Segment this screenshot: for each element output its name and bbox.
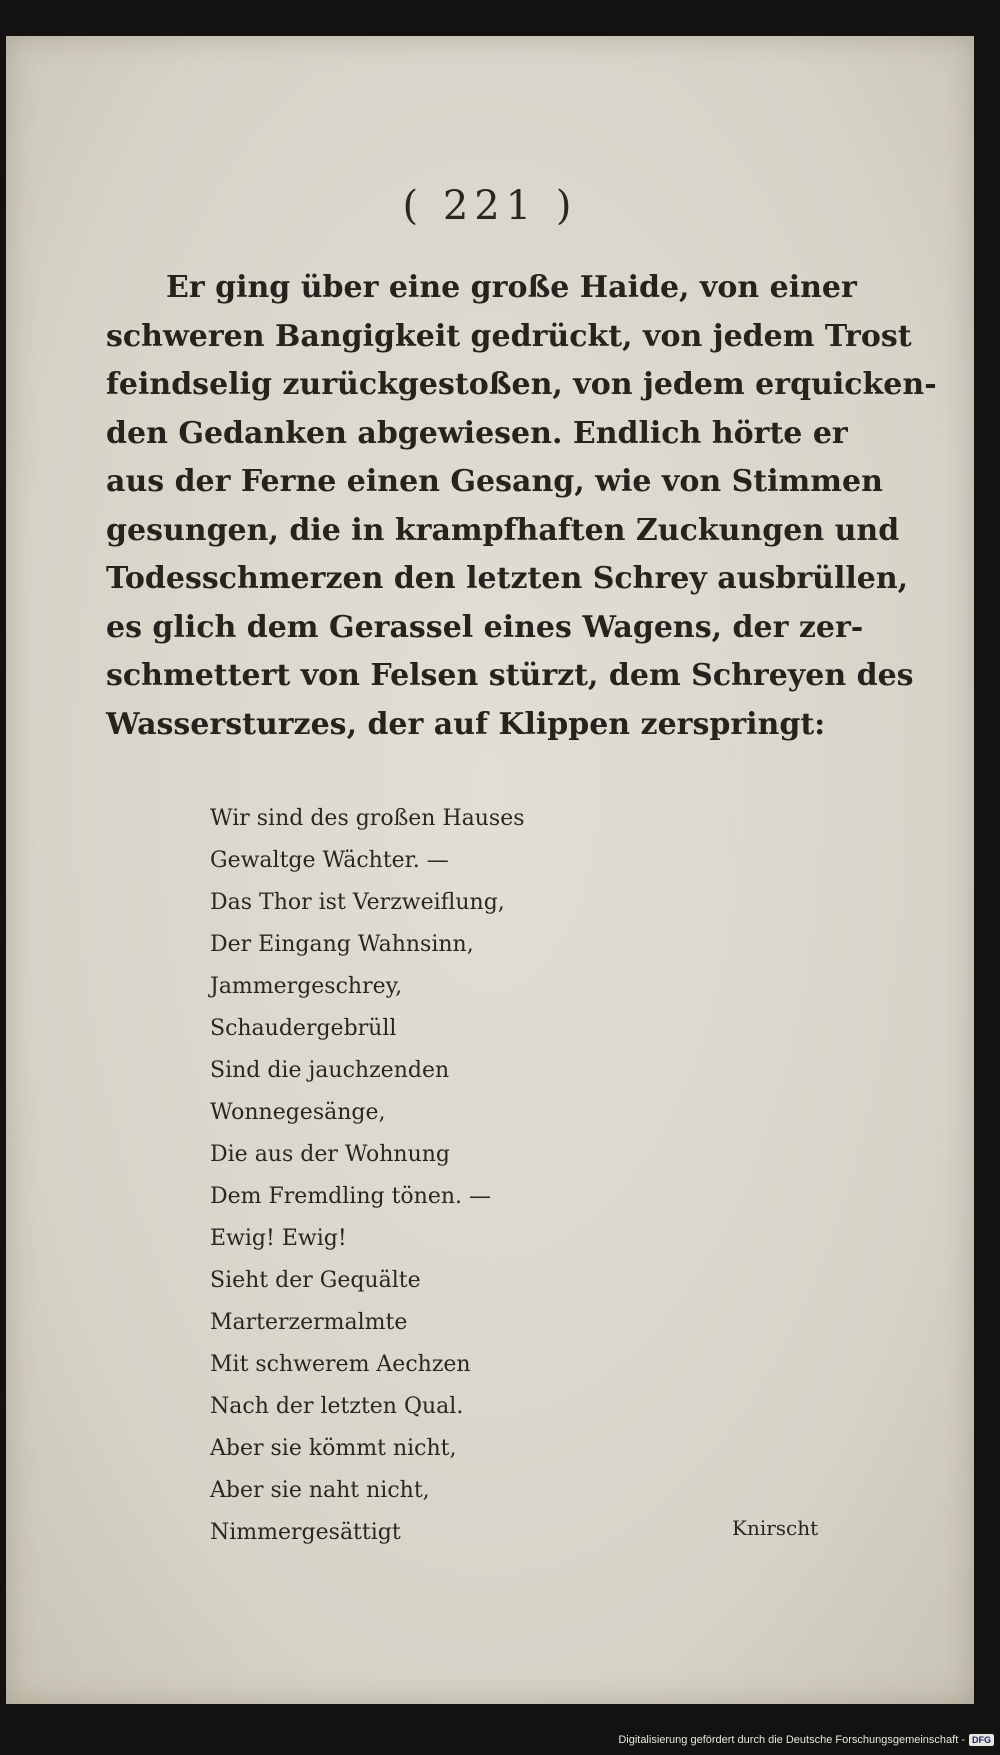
- verse-line: Ewig! Ewig!: [210, 1226, 347, 1251]
- prose-line: Wassersturzes, der auf Klippen zerspringt:: [106, 706, 826, 742]
- prose-line: es glich dem Gerassel eines Wagens, der zer-: [106, 609, 864, 645]
- page-number: ( 221 ): [402, 183, 578, 229]
- prose-line: Todesschmerzen den letzten Schrey ausbrüllen,: [106, 561, 909, 596]
- verse-line: Nimmergesättigt: [210, 1520, 401, 1545]
- verse-line: Jammergeschrey,: [210, 974, 403, 999]
- prose-line: den Gedanken abgewiesen. Endlich hörte er: [106, 415, 848, 451]
- book-page: [6, 36, 974, 1704]
- verse-line: Aber sie kömmt nicht,: [210, 1436, 457, 1461]
- catchword: Knirscht: [732, 1516, 819, 1540]
- prose-line: aus der Ferne einen Gesang, wie von Stimmen: [106, 464, 883, 499]
- verse-line: Sieht der Gequälte: [210, 1268, 421, 1293]
- verse-line: Das Thor ist Verzweiflung,: [210, 890, 505, 915]
- verse-line: Nach der letzten Qual.: [210, 1394, 464, 1419]
- verse-line: Die aus der Wohnung: [210, 1142, 450, 1167]
- prose-line: schmettert von Felsen stürzt, dem Schreyen des: [106, 658, 914, 693]
- verse-line: Wonnegesänge,: [210, 1100, 386, 1125]
- verse-line: Mit schwerem Aechzen: [210, 1352, 471, 1377]
- prose-line: feindselig zurückgestoßen, von jedem erquicken-: [106, 367, 937, 402]
- verse-line: Gewaltge Wächter. —: [210, 848, 449, 873]
- verse-line: Schaudergebrüll: [210, 1016, 397, 1041]
- verse-line: Aber sie naht nicht,: [210, 1478, 430, 1503]
- verse-line: Marterzermalmte: [210, 1310, 408, 1335]
- verse-line: Dem Fremdling tönen. —: [210, 1184, 492, 1209]
- prose-line: gesungen, die in krampfhaften Zuckungen und: [106, 512, 900, 548]
- verse-line: Sind die jauchzenden: [210, 1058, 450, 1083]
- prose-line: Er ging über eine große Haide, von einer: [166, 270, 857, 305]
- prose-paragraph: [106, 264, 937, 749]
- verse-line: Der Eingang Wahnsinn,: [210, 932, 474, 957]
- verse-block: [210, 798, 630, 1554]
- dfg-logo-icon: DFG: [969, 1734, 994, 1746]
- digitization-footer: [618, 1729, 994, 1751]
- prose-line: schweren Bangigkeit gedrückt, von jedem Trost: [106, 318, 912, 354]
- footer-text: Digitalisierung gefördert durch die Deutsche Forschungsgemeinschaft -: [618, 1734, 965, 1746]
- verse-line: Wir sind des großen Hauses: [210, 806, 525, 831]
